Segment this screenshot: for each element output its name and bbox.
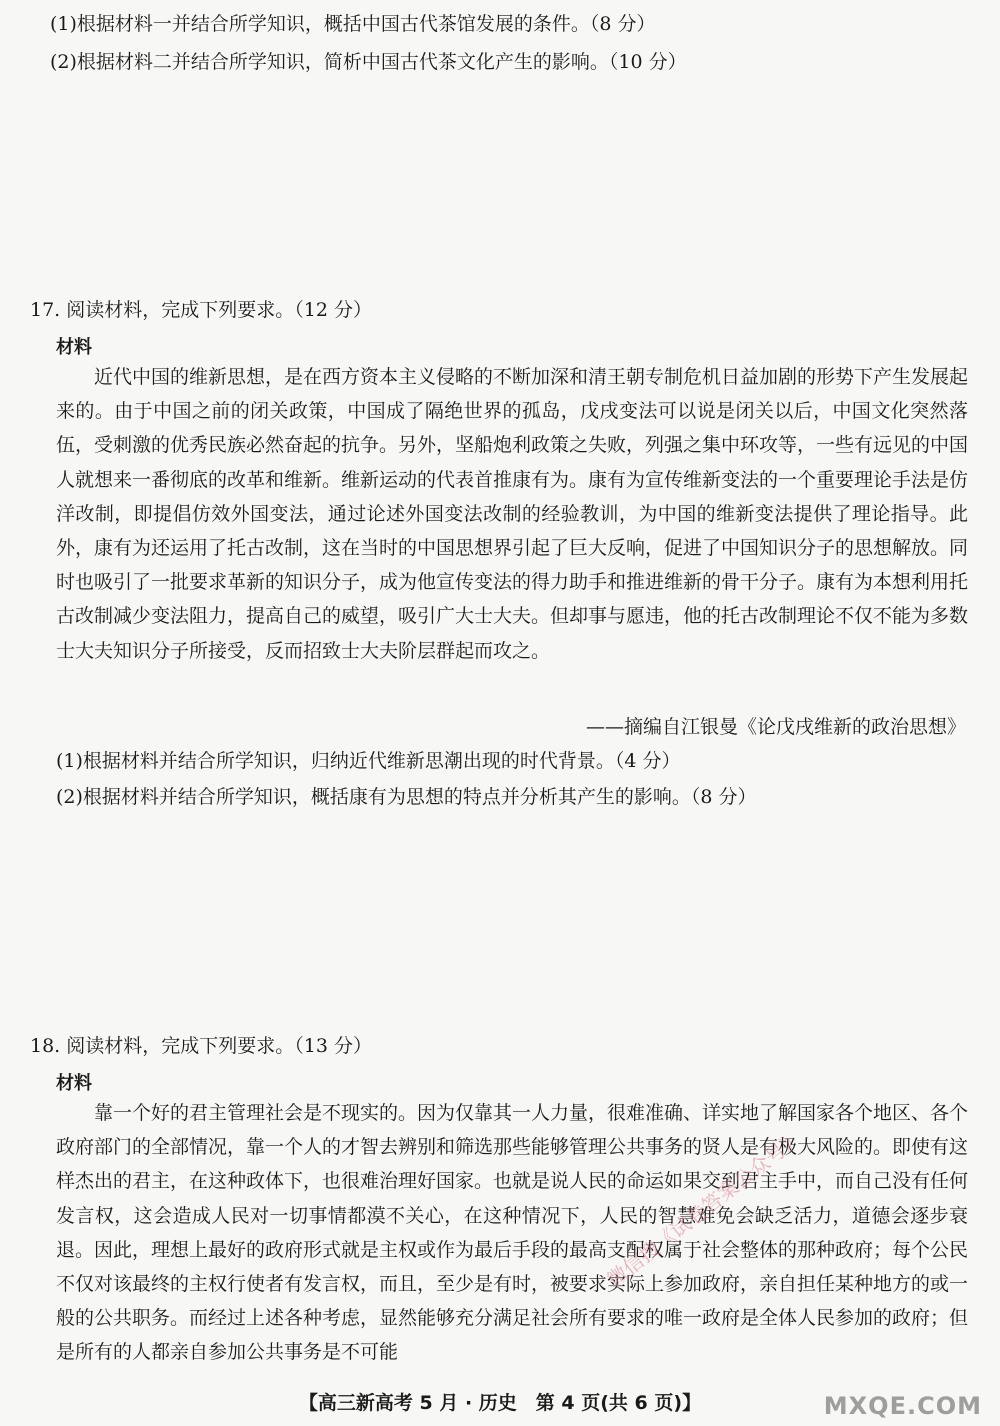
site-logo: MXQE.COM — [823, 1392, 982, 1420]
q17-subquestion-2: (2)根据材料并结合所学知识，概括康有为思想的特点并分析其产生的影响。（8 分） — [56, 786, 757, 808]
page-footer: 【高三新高考 5 月 · 历史 第 4 页(共 6 页)】 — [298, 1392, 702, 1414]
top-question-2: (2)根据材料二并结合所学知识，简析中国古代茶文化产生的影响。（10 分） — [50, 51, 687, 73]
q18-heading: 18. 阅读材料，完成下列要求。（13 分） — [30, 1035, 372, 1057]
q18-paragraph: 靠一个好的君主管理社会是不现实的。因为仅靠其一人力量，很难准确、详实地了解国家各个地区、各个政府部门的全部情况，靠一个人的才智去辨别和筛选那些能够管理公共事务的贤人是有极大风险的。即使有这样杰出的君主，在这种政体下，也很难治理好国家。也就是说人民的命运如果交到君主手中，而自己没有任何发言权，这会造成人民对一切事情都漠不关心，在这种情况下，人民的智慧难免会缺乏活力，道德会逐步衰退。因此，理想上最好的政府形式就是主权或作为最后手段的最高支配权属于社会整体的那种政府；每个公民不仅对该最终的主权行使者有发言权，而且，至少是有时，被要求实际上参加政府，亲自担任某种地方的或一般的公共职务。而经过上述各种考虑，显然能够充分满足社会所有要求的唯一政府是全体人民参加的政府；但是所有的人都亲自参加公共事务是不可能 — [56, 1102, 969, 1364]
q17-subquestion-1: (1)根据材料并结合所学知识，归纳近代维新思潮出现的时代背景。（4 分） — [56, 750, 681, 772]
q18-material-text — [56, 1096, 968, 1370]
q18-material-label: 材料 — [56, 1073, 92, 1094]
q17-source: ——摘编自江银曼《论戊戌维新的政治思想》 — [585, 716, 966, 738]
top-question-1: (1)根据材料一并结合所学知识，概括中国古代茶馆发展的条件。（8 分） — [50, 13, 656, 35]
q17-material-text — [56, 360, 968, 668]
q17-heading: 17. 阅读材料，完成下列要求。（12 分） — [30, 299, 372, 321]
q17-material-label: 材料 — [56, 337, 92, 358]
q17-paragraph: 近代中国的维新思想，是在西方资本主义侵略的不断加深和清王朝专制危机日益加剧的形势下产生发展起来的。由于中国之前的闭关政策，中国成了隔绝世界的孤岛，戊戌变法可以说是闭关以后，中国文化突然落伍，受刺激的优秀民族必然奋起的抗争。另外，坚船炮利政策之失败，列强之集中环攻等，一些有远见的中国人就想来一番彻底的改革和维新。维新运动的代表首推康有为。康有为宣传维新变法的一个重要理论手法是仿洋改制，即提倡仿效外国变法，通过论述外国变法改制的经验教训，为中国的维新变法提供了理论指导。此外，康有为还运用了托古改制，这在当时的中国思想界引起了巨大反响，促进了中国知识分子的思想解放。同时也吸引了一批要求革新的知识分子，成为他宣传变法的得力助手和推进维新的骨干分子。康有为本想利用托古改制减少变法阻力，提高自己的威望，吸引广大士大夫。但却事与愿违，他的托古改制理论不仅不能为多数士大夫知识分子所接受，反而招致士大夫阶层群起而攻之。 — [56, 366, 969, 662]
watermark: 微信搜《试卷答案公众号》 — [602, 1125, 807, 1293]
